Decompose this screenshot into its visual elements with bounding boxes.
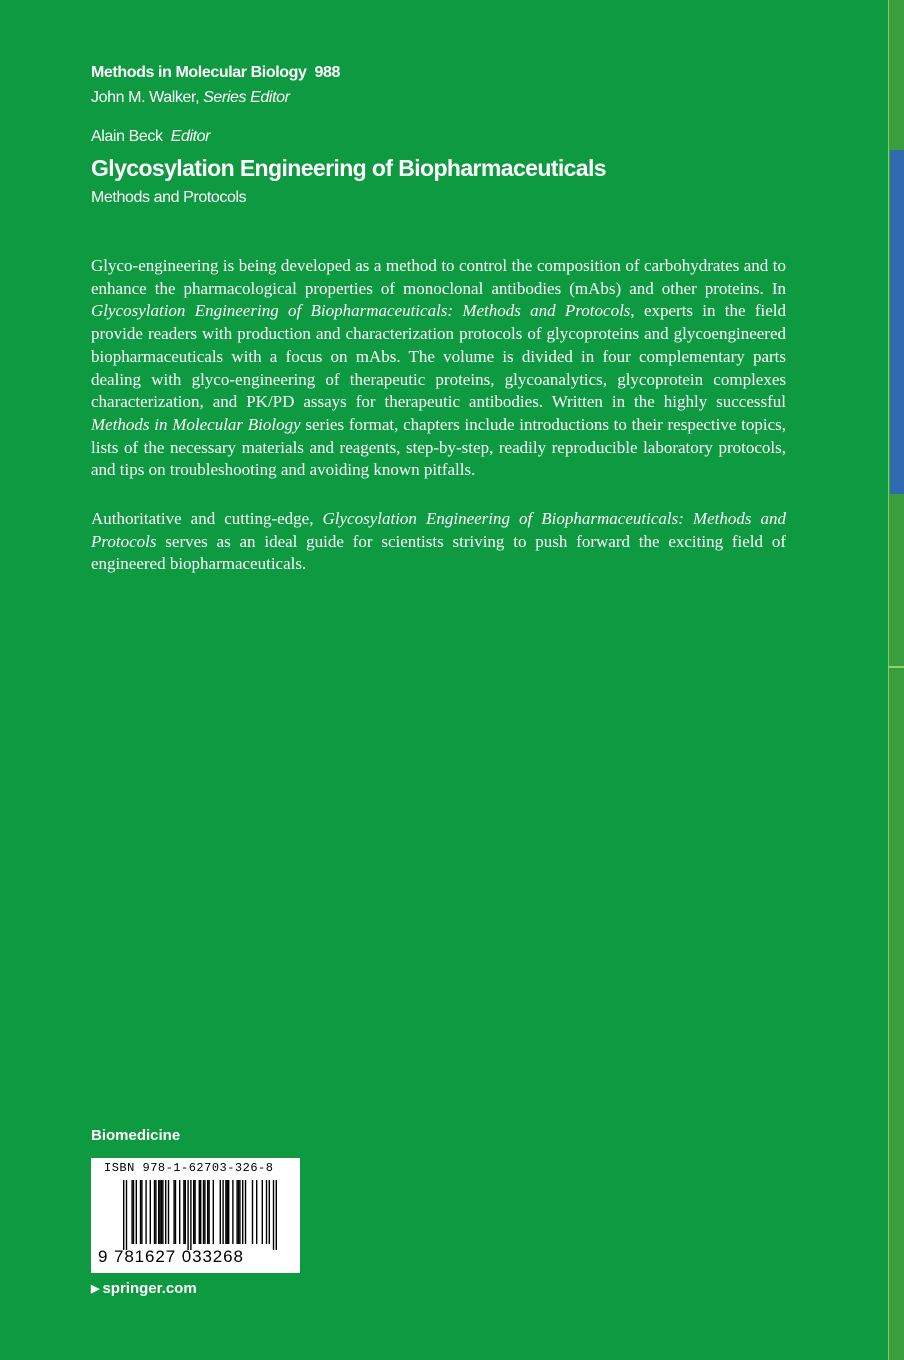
description-paragraph-1: [91, 255, 786, 482]
p1-text-c: series format, chapters include introductions to their respective topics, lists of the necessary materials and reagents, step-by-step, readily reproducible laboratory protocols, and tips on troubleshooting and avoiding known pitfalls.: [91, 414, 787, 480]
series-name: Methods in Molecular Biology: [91, 64, 307, 81]
p2-text-a: Authoritative and cutting-edge,: [91, 509, 323, 528]
ean-digits: 9 781627 033268: [98, 1247, 244, 1266]
isbn-barcode: [91, 1158, 300, 1273]
p1-series-title: Methods in Molecular Biology: [91, 414, 301, 434]
isbn-label: ISBN 978-1-62703-326-8: [104, 1161, 274, 1175]
p1-text-a: Glyco-engineering is being developed as a method to control the composition of carbohydrates and to enhance the pharmacological properties of monoclonal antibodies (mAbs) and other proteins. In: [91, 256, 786, 298]
series-editor-line: [91, 89, 290, 107]
spine-accent-stripe: [890, 150, 904, 494]
book-subtitle: Methods and Protocols: [91, 189, 247, 206]
series-editor-role: Series Editor: [203, 89, 290, 106]
publisher-url: springer.com: [102, 1280, 197, 1297]
book-title: Glycosylation Engineering of Biopharmaceuticals: [91, 155, 606, 181]
series-heading: [91, 64, 340, 82]
subject-category: Biomedicine: [91, 1127, 181, 1144]
series-editor-name: John M. Walker,: [91, 89, 204, 106]
book-editor-line: [91, 128, 210, 146]
arrow-icon: ▶: [91, 1283, 100, 1295]
spine-fold-line: [888, 0, 889, 1360]
description-paragraph-2: [91, 508, 786, 576]
book-editor-name: Alain Beck: [91, 128, 163, 145]
series-number: 988: [314, 64, 340, 81]
p2-book-title: Glycosylation Engineering of Biopharmaceuticals: Methods and Protocols: [91, 509, 786, 551]
p1-book-title: Glycosylation Engineering of Biopharmaceuticals: Methods and Protocols: [91, 301, 631, 321]
p1-text-b: , experts in the field provide readers with production and characterization protocols of glycoproteins and glycoengineered biopharmaceuticals with a focus on mAbs. The volume is divided in four complementary parts dealing with glyco-engineering of therapeutic proteins, glycoanalytics, glycoprotein complexes characterization, and PK/PD assays for therapeutic antibodies. Written in the highly successful: [91, 301, 786, 412]
spine-divider: [888, 666, 904, 668]
p2-text-b: serves as an ideal guide for scientists striving to push forward the exciting field of engineered biopharmaceuticals.: [91, 531, 786, 574]
book-editor-role: Editor: [170, 128, 211, 145]
publisher-link[interactable]: [91, 1280, 197, 1297]
